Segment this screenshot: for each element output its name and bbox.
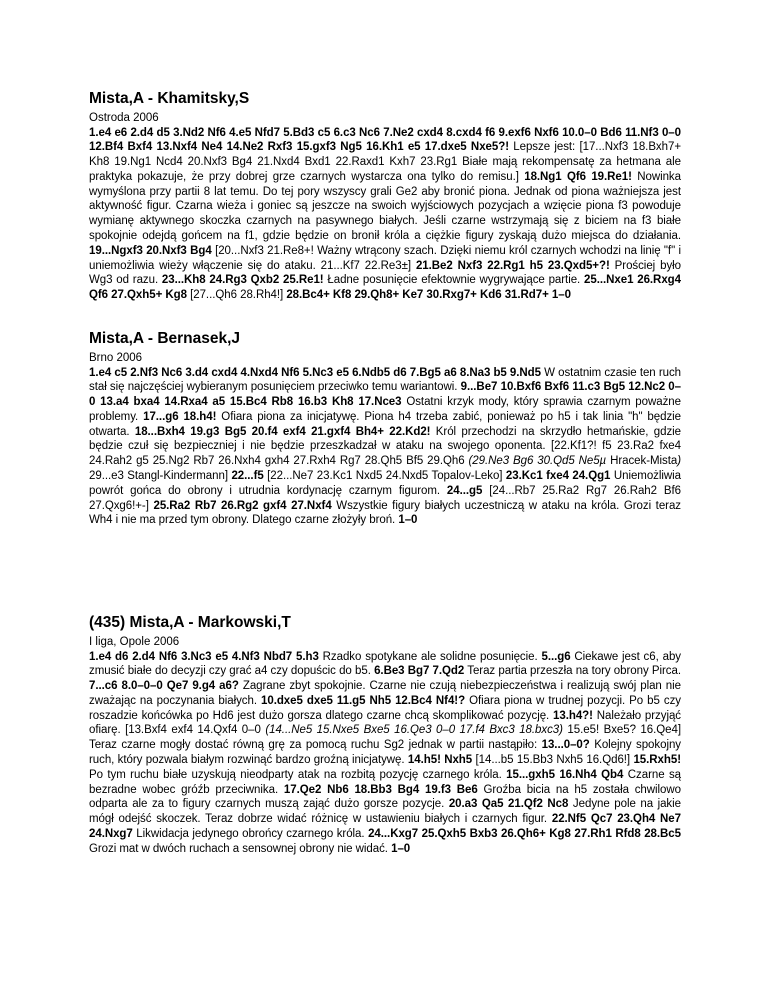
comment-text: 29...e3 Stangl-Kindermann] (89, 470, 232, 483)
comment-text: Nowinka wymyślona przy partii 8 lat temu. Do tej pory wszyscy grali Ge2 aby bronić piona. Jednak od piona ważniejsza jest aktywność figur. Czarna wieża i goniec są jeszcze na swoich wyjściowych pozycjach a wzięcie piona f3 powoduje wymianę aktywnego skoczka czarnych na pasywnego białych. Jeśli czarne wstrzymają się z biciem na f3 białe spokojnie odejdą gońcem na f1, gdzie będzie on bronił króla a ciężkie figury zyskają dużo miejsca do działania. (89, 170, 681, 243)
move-text: 1–0 (398, 514, 418, 527)
move-text: 23.Kc1 fxe4 24.Qg1 (505, 470, 611, 483)
comment-text: Groźba bicia na h5 została chwilowo odparta ale za to figury czarnych muszą zająć dużo gorsze pozycje. (89, 783, 681, 811)
comment-text: Lepsze jest: [17...Nxf3 18.Bxh7+ Kh8 19.Ng1 Ncd4 20.Nxf3 Bg4 21.Nxd4 Bxd1 22.Raxd1 Kxh7 23.Rg1 Białe mają rekompensatę za hetmana ale praktyka pokazuje, że przy dobrej grze czarnych wystarcza ona tylko do remisu.] (89, 141, 681, 183)
game-place: Brno 2006 (89, 352, 143, 364)
move-text: 13...0–0? (541, 739, 590, 752)
move-text: 1.e4 d6 2.d4 Nf6 3.Nc3 e5 4.Nf3 Nbd7 5.h3 (89, 650, 319, 663)
comment-text: Likwidacja jedynego obrońcy czarnego króla. (132, 828, 369, 841)
game-khamitsky (89, 89, 681, 303)
comment-text: Należało przyjąć ofiarę. [13.Bxf4 exf4 14.Qxf4 0–0 (89, 709, 681, 737)
move-text: 10.dxe5 dxe5 11.g5 Nh5 12.Bc4 Nf4!? (261, 694, 466, 707)
comment-text: Wszystkie figury białych uczestniczą w ataku na króla. Grozi teraz Wh4 i nie ma przed tym obrony. Dlatego czarne złożyły broń. (89, 499, 681, 527)
move-text: 9...Be7 10.Bxf6 Bxf6 11.c3 Bg5 12.Nc2 0–0 13.a4 bxa4 14.Rxa4 a5 15.Bc4 Rb8 16.b3 Kh8 17.Nce3 (89, 381, 681, 409)
comment-text: Ofiara piona w trudnej pozycji. Po b5 czy roszadzie końcówka po Hd6 jest dużo gorsza dlatego czarne chcą skomplikować pozycję. (89, 694, 681, 722)
game-title: Mista,A - Khamitsky,S (89, 90, 250, 107)
comment-text: Ostatni krzyk mody, który sprawia czarnym poważne problemy. (89, 396, 681, 423)
move-text: 21.Be2 Nxf3 22.Rg1 h5 23.Qxd5+?! (415, 259, 610, 272)
move-text: 22...f5 (231, 470, 264, 483)
game-bernasek (89, 329, 681, 528)
move-text: 18.Ng1 Qf6 19.Re1! (524, 170, 632, 183)
game-commentary (89, 126, 681, 304)
comment-text: Ofiara piona za inicjatywę. Piona h4 trzeba zabić, ponieważ po h5 i tak linia "h" będzie otwarta. (89, 410, 682, 438)
comment-text: Po tym ruchu białe uzyskują nieodparty atak na rozbitą pozycję czarnego króla. (89, 768, 507, 781)
move-text: 17...g6 18.h4! (143, 410, 217, 423)
game-title: (435) Mista,A - Markowski,T (89, 614, 291, 631)
game-title: Mista,A - Bernasek,J (89, 330, 241, 347)
comment-text: Czarne są bezradne wobec gróźb przeciwnika. (89, 768, 681, 796)
comment-text: Zagrane zbyt spokojnie. Czarne nie czują niebezpieczeństwa i realizują swój plan nie zważając na poczynania białych. (89, 680, 681, 707)
comment-text: Uniemożliwia powrót gońca do obrony i utrudnia kordynację czarnym figurom. (89, 470, 681, 497)
comment-text: Grozi mat w dwóch ruchach a sensownej obrony nie widać. (89, 842, 392, 855)
game-commentary (89, 650, 681, 857)
move-text: 23...Kh8 24.Rg3 Qxb2 25.Re1! (161, 274, 324, 287)
variation-text: (14...Ne5 15.Nxe5 Bxe5 16.Qe3 0–0 17.f4 Bxc3 18.bxc3) (265, 724, 563, 737)
comment-text: [14...b5 15.Bb3 Nxh5 16.Qd6!] (472, 754, 634, 767)
move-text: 5...g6 (541, 650, 571, 663)
comment-text: W ostatnim czasie ten ruch stał się najczęściej wybieranym posunięciem przeciwko temu wariantowi. (89, 366, 681, 394)
move-text: 15...gxh5 16.Nh4 Qb4 (506, 768, 624, 781)
comment-text: Kolejny spokojny ruch, który pozwala białym rozwinąć bardzo groźną inicjatywę. (89, 739, 682, 767)
comment-text: Prościej było Wg3 od razu. (89, 259, 681, 287)
move-text: 17.Qe2 Nb6 18.Bb3 Bg4 19.f3 Be6 (283, 783, 478, 796)
game-commentary (89, 366, 681, 529)
comment-text: Hracek-Mista (606, 455, 678, 468)
comment-text: Teraz partia przeszła na tory obrony Pirca. (464, 665, 681, 678)
comment-text: Rzadko spotykane ale solidne posunięcie. (318, 650, 542, 663)
comment-text: [22...Ne7 23.Kc1 Nxd5 24.Nxd5 Topalov-Leko] (263, 470, 506, 483)
comment-text: [24...Rb7 25.Ra2 Rg7 26.Rah2 Bf6 27.Qxg6!+-] (89, 484, 681, 512)
comment-text: [20...Nxf3 21.Re8+! Ważny wtrącony szach. Dzięki niemu król czarnych wchodzi na linię "f" i uniemożliwia wieży włączenie się do ataku. 21...Kf7 22.Re3±] (89, 244, 681, 272)
move-text: 25.Ra2 Rb7 26.Rg2 gxf4 27.Nxf4 (153, 499, 332, 512)
game-place: Ostroda 2006 (89, 112, 159, 124)
move-text: 22.Nf5 Qc7 23.Qh4 Ne7 24.Nxg7 (89, 813, 681, 841)
move-text: 19...Ngxf3 20.Nxf3 Bg4 (89, 244, 212, 257)
comment-text: Ciekawe jest c6, aby zmusić białe do decyzji czy grać a4 czy dopuścic do b5. (89, 650, 681, 678)
move-text: 18...Bxh4 19.g3 Bg5 20.f4 exf4 21.gxf4 Bh4+ 22.Kd2! (134, 425, 431, 438)
move-text: 24...g5 (446, 484, 483, 497)
move-text: 24...Kxg7 25.Qxh5 Bxb3 26.Qh6+ Kg8 27.Rh1 Rfd8 28.Bc5 (368, 828, 681, 841)
move-text: 28.Bc4+ Kf8 29.Qh8+ Ke7 30.Rxg7+ Kd6 31.Rd7+ 1–0 (286, 289, 571, 302)
move-text: 13.h4?! (553, 709, 593, 722)
move-text: 15.Rxh5! (633, 754, 681, 767)
move-text: 20.a3 Qa5 21.Qf2 Nc8 (448, 798, 569, 811)
variation-text: (29.Ne3 Bg6 30.Qd5 Ne5µ (468, 455, 607, 468)
move-text: 7...c6 8.0–0–0 Qe7 9.g4 a6? (89, 680, 239, 693)
game-markowski (89, 613, 681, 857)
move-text: 25...Nxe1 26.Rxg4 Qf6 27.Qxh5+ Kg8 (89, 274, 681, 302)
comment-text: 15.e5! Bxe5? 16.Qe4] Teraz czarne mogły dostać równą grę za pomocą ruchu Sg2 jednak w partii nastąpiło: (89, 724, 681, 752)
move-text: 6.Be3 Bg7 7.Qd2 (374, 665, 465, 678)
move-text: 1.e4 c5 2.Nf3 Nc6 3.d4 cxd4 4.Nxd4 Nf6 5.Nc3 e5 6.Ndb5 d6 7.Bg5 a6 8.Na3 b5 9.Nd5 (89, 366, 541, 379)
game-place: I liga, Opole 2006 (89, 636, 180, 648)
comment-text: [27...Qh6 28.Rh4!] (186, 289, 287, 302)
comment-text: Król przechodzi na skrzydło hetmańskie, gdzie będzie czuł się bezpieczniej i nie będzie przeszkadzał w ataku na swojego oponenta. [22.Kf1?! f5 23.Ra2 fxe4 24.Rah2 g5 25.Ng2 Rb7 26.Nxh4 gxh4 27.Rxh4 Rg7 28.Qh5 Bf5 29.Qh6 (89, 425, 681, 468)
variation-text: ) (677, 455, 681, 468)
move-text: 1–0 (391, 842, 411, 855)
move-text: 1.e4 e6 2.d4 d5 3.Nd2 Nf6 4.e5 Nfd7 5.Bd3 c5 6.c3 Nc6 7.Ne2 cxd4 8.cxd4 f6 9.exf6 Nxf6 10.0–0 Bd6 11.Nf3 0–0 12.Bf4 Bxf4 13.Nxf4 Ne4 14.Ne2 Rxf3 15.gxf3 Ng5 16.Kh1 e5 17.dxe5 Nxe5?! (89, 126, 681, 154)
move-text: 14.h5! Nxh5 (407, 754, 473, 767)
comment-text: Jedyne pole na jakie mógł odejść skoczek. Teraz dobrze widać różnicę w ustawieniu białych i czarnych figur. (89, 798, 681, 826)
comment-text: Ładne posunięcie efektownie wygrywające partie. (323, 274, 584, 287)
